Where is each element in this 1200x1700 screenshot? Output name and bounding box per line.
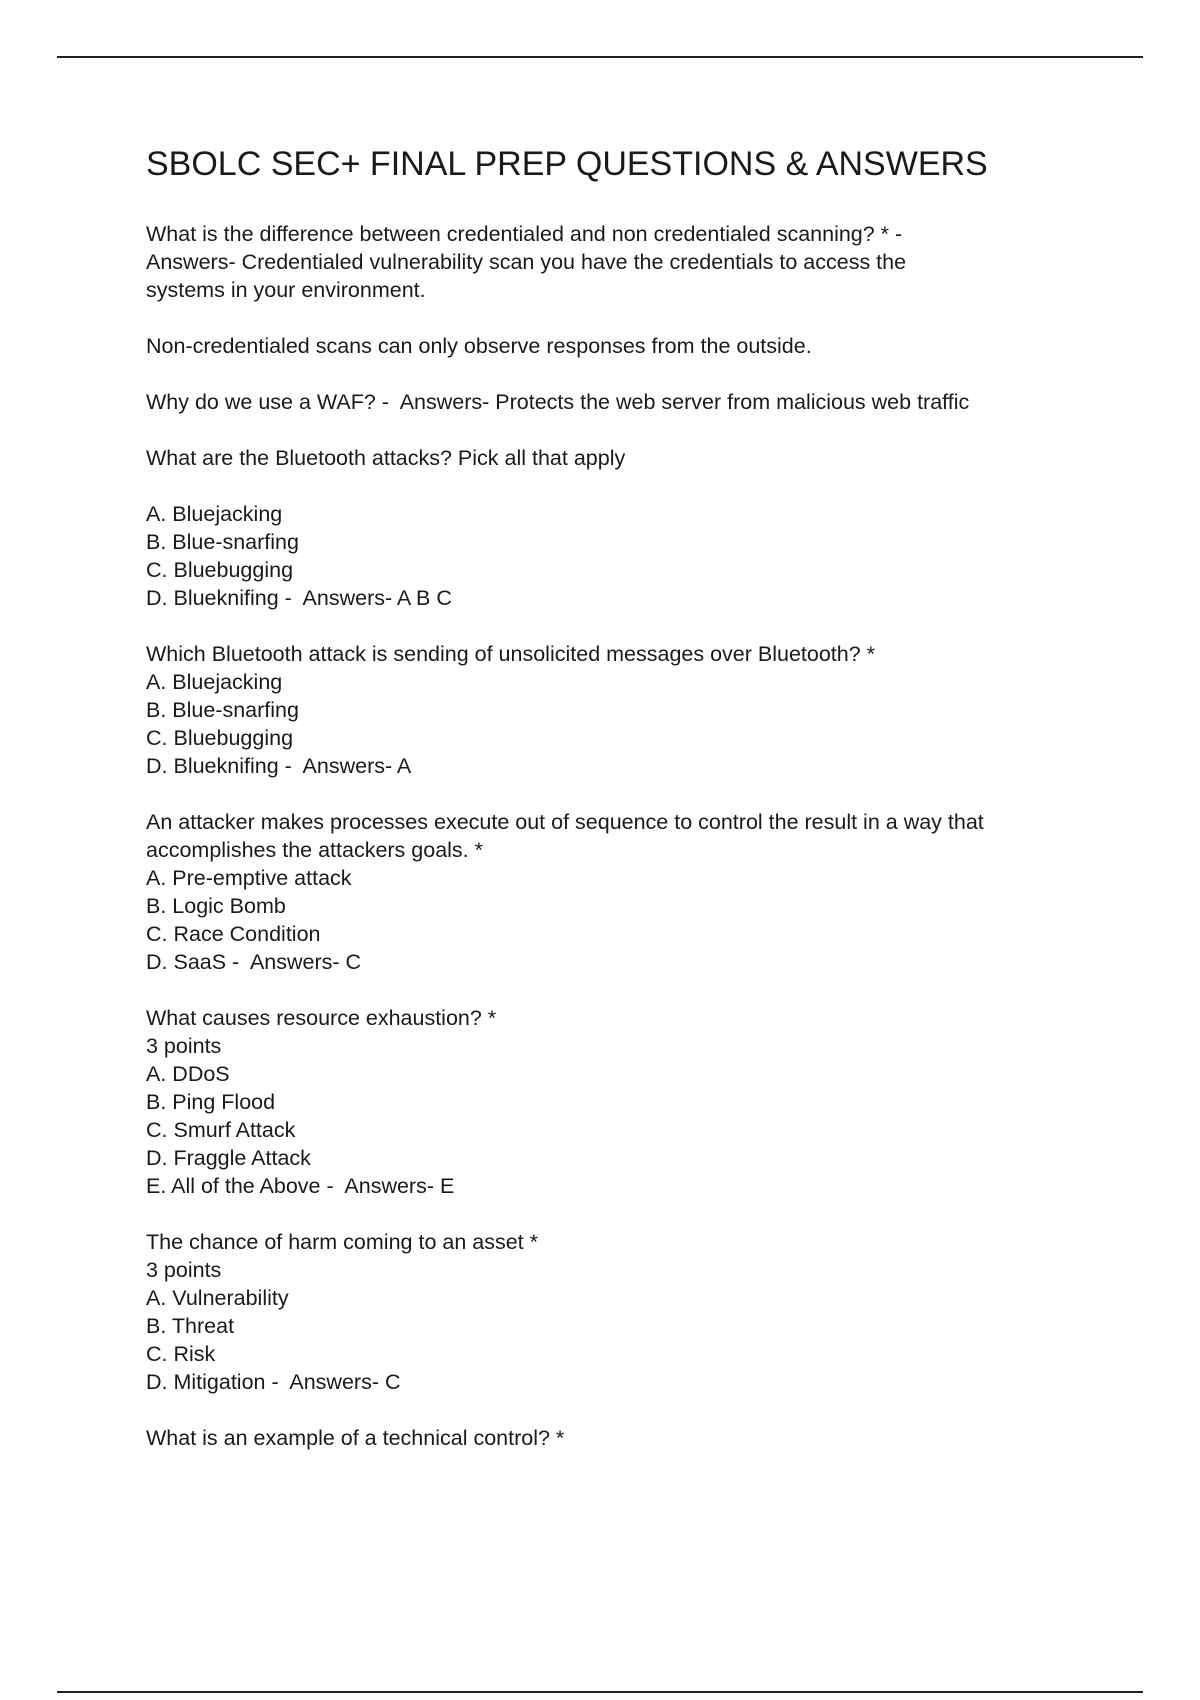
option-line: B. Ping Flood bbox=[146, 1090, 276, 1114]
option-line: C. Risk bbox=[146, 1342, 216, 1366]
qa-block-resource-exhaustion bbox=[146, 1004, 1106, 1200]
qa-block-credentialed-scanning bbox=[146, 220, 1106, 304]
option-line: D. SaaS - Answers- C bbox=[146, 950, 362, 974]
text-line: What are the Bluetooth attacks? Pick all that apply bbox=[146, 446, 626, 470]
option-line: A. Bluejacking bbox=[146, 670, 283, 694]
option-line: C. Bluebugging bbox=[146, 558, 294, 582]
option-line: C. Smurf Attack bbox=[146, 1118, 296, 1142]
text-line: accomplishes the attackers goals. * bbox=[146, 838, 483, 862]
option-line: A. DDoS bbox=[146, 1062, 230, 1086]
option-line: E. All of the Above - Answers- E bbox=[146, 1174, 455, 1198]
option-line: B. Threat bbox=[146, 1314, 235, 1338]
points-line: 3 points bbox=[146, 1258, 222, 1282]
qa-block-bluetooth-options bbox=[146, 500, 1106, 612]
option-line: D. Blueknifing - Answers- A B C bbox=[146, 586, 452, 610]
option-line: B. Blue-snarfing bbox=[146, 698, 299, 722]
option-line: D. Fraggle Attack bbox=[146, 1146, 311, 1170]
qa-block-waf bbox=[146, 388, 1106, 416]
text-line: Which Bluetooth attack is sending of unsolicited messages over Bluetooth? * bbox=[146, 642, 876, 666]
qa-block-risk bbox=[146, 1228, 1106, 1396]
option-line: C. Bluebugging bbox=[146, 726, 294, 750]
text-line: The chance of harm coming to an asset * bbox=[146, 1230, 538, 1254]
option-line: C. Race Condition bbox=[146, 922, 321, 946]
text-line: Why do we use a WAF? - Answers- Protects the web server from malicious web traffic bbox=[146, 390, 970, 414]
text-line: systems in your environment. bbox=[146, 278, 426, 302]
text-line: What causes resource exhaustion? * bbox=[146, 1006, 497, 1030]
option-line: D. Mitigation - Answers- C bbox=[146, 1370, 401, 1394]
top-rule bbox=[57, 56, 1143, 58]
option-line: A. Pre-emptive attack bbox=[146, 866, 352, 890]
option-line: D. Blueknifing - Answers- A bbox=[146, 754, 412, 778]
text-line: Answers- Credentialed vulnerability scan you have the credentials to access the bbox=[146, 250, 907, 274]
document-body bbox=[146, 140, 1106, 1452]
document-title: SBOLC SEC+ FINAL PREP QUESTIONS & ANSWERS bbox=[146, 145, 988, 183]
qa-block-bluetooth-question bbox=[146, 444, 1106, 472]
option-line: B. Logic Bomb bbox=[146, 894, 286, 918]
qa-block-bluejacking bbox=[146, 640, 1106, 780]
text-line: An attacker makes processes execute out of sequence to control the result in a way that bbox=[146, 810, 984, 834]
option-line: A. Bluejacking bbox=[146, 502, 283, 526]
option-line: B. Blue-snarfing bbox=[146, 530, 299, 554]
points-line: 3 points bbox=[146, 1034, 222, 1058]
qa-block-race-condition bbox=[146, 808, 1106, 976]
text-line: What is an example of a technical control? * bbox=[146, 1426, 565, 1450]
text-line: Non-credentialed scans can only observe responses from the outside. bbox=[146, 334, 812, 358]
qa-block-non-credentialed bbox=[146, 332, 1106, 360]
option-line: A. Vulnerability bbox=[146, 1286, 289, 1310]
qa-block-technical-control bbox=[146, 1424, 1106, 1452]
bottom-rule bbox=[57, 1691, 1143, 1693]
text-line: What is the difference between credentialed and non credentialed scanning? * - bbox=[146, 222, 903, 246]
